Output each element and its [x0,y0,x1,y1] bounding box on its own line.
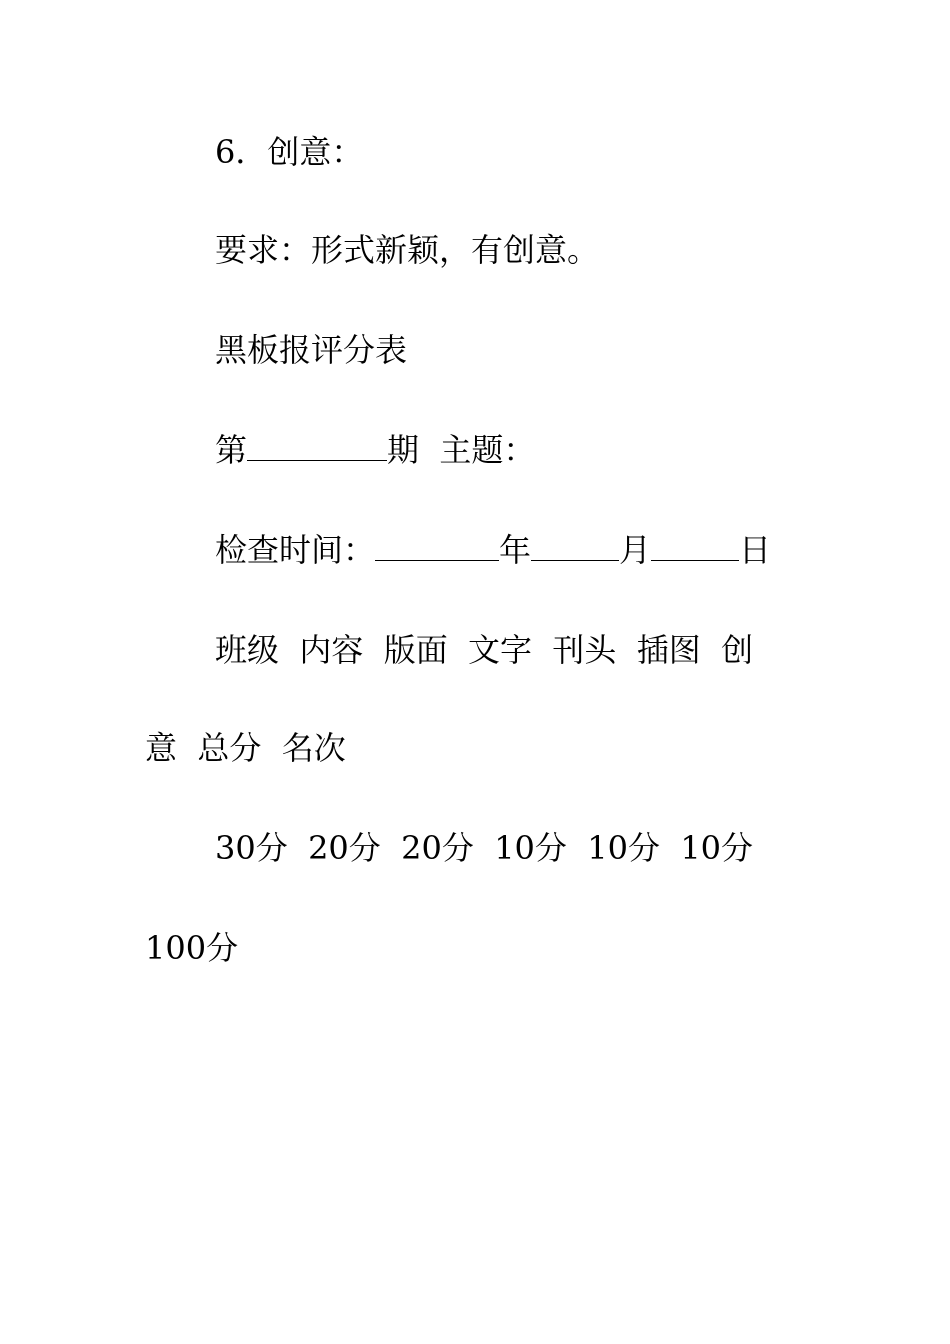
form-title: 黑板报评分表 [215,331,408,369]
table-header-line-2: 意 总分 名次 [145,729,346,767]
scores-line-1: 30分 20分 20分 10分 10分 10分 [215,829,754,867]
day-blank [651,530,739,561]
requirement-text: 要求：形式新颖，有创意。 [215,231,600,269]
issue-suffix: 期 主题： [387,431,536,469]
issue-theme-line [215,430,815,470]
day-label: 日 [739,531,772,569]
check-time-label: 检查时间： [215,531,376,569]
month-label: 月 [619,531,652,569]
table-header-line-1: 班级 内容 版面 文字 刊头 插图 创 [215,631,754,669]
year-label: 年 [499,531,532,569]
year-blank [375,530,499,561]
issue-number-blank [247,430,387,461]
month-blank [531,530,619,561]
scores-line-2: 100分 [145,929,239,967]
issue-prefix: 第 [215,431,248,469]
item-heading: 6．创意： [215,133,364,171]
check-time-line [215,530,815,570]
